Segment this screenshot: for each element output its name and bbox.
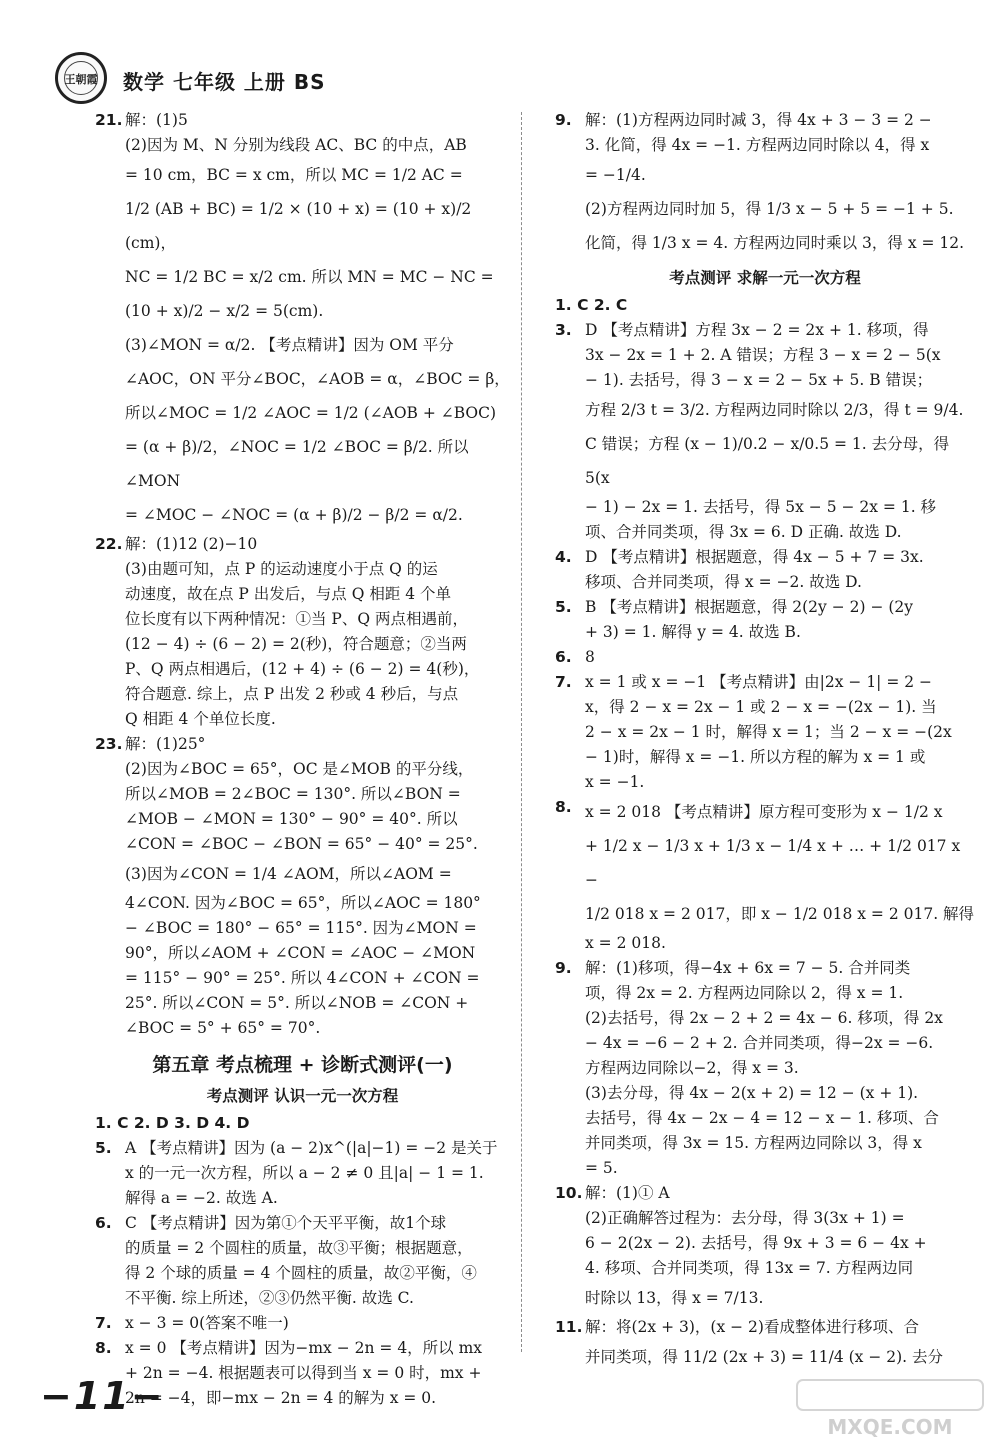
answer-line: ∠BOC = 5° + 65° = 70°. [125, 1019, 321, 1037]
question-number: 8. [95, 1339, 112, 1357]
answer-line: ∠AOC，ON 平分∠BOC，∠AOB = α，∠BOC = β， [125, 370, 510, 388]
answer-line: NC = 1/2 BC = x/2 cm. 所以 MN = MC − NC = [125, 268, 494, 286]
answer-line: 并同类项，得 3x = 15. 方程两边同除以 3，得 x [585, 1134, 922, 1152]
answer-line: 方程两边同除以−2，得 x = 3. [585, 1059, 799, 1077]
answer-line: (3)因为∠CON = 1/4 ∠AOM，所以∠AOM = [125, 865, 452, 883]
answer-line: D 【考点精讲】方程 3x − 2 = 2x + 1. 移项，得 [585, 321, 929, 339]
answer-line: 的质量 = 2 个圆柱的质量，故③平衡；根据题意， [125, 1239, 473, 1257]
answer-line: ∠CON = ∠BOC − ∠BON = 65° − 40° = 25°. [125, 835, 478, 853]
answer-row-1-2: 1. C 2. C [555, 296, 628, 314]
answer-6 [555, 645, 975, 670]
question-number: 6. [555, 648, 572, 666]
brand-logo [55, 52, 107, 104]
watermark-logo [795, 1378, 985, 1440]
question-number: 9. [555, 959, 572, 977]
answer-line: C 错误；方程 (x − 1)/0.2 − x/0.5 = 1. 去分母，得 5(x [585, 435, 950, 487]
answer-6 [95, 1211, 510, 1311]
answer-line: 去括号，得 4x − 2x − 4 = 12 − x − 1. 移项、合 [585, 1109, 939, 1127]
question-number: 10. [555, 1184, 583, 1202]
answer-line: 8 [585, 648, 595, 666]
book-title: 数学 七年级 上册 BS [123, 70, 326, 94]
answer-line: C 【考点精讲】因为第①个天平平衡，故1个球 [125, 1214, 447, 1232]
answer-line: = (α + β)/2，∠NOC = 1/2 ∠BOC = β/2. 所以∠MON [125, 438, 469, 490]
answer-line: (2)方程两边同时加 5，得 1/3 x − 5 + 5 = −1 + 5. [585, 200, 954, 218]
answer-line: 解：(1)方程两边同时减 3，得 4x + 3 − 3 = 2 − [585, 111, 932, 129]
answer-line: 所以∠MOB = 2∠BOC = 130°. 所以∠BON = [125, 785, 461, 803]
answer-line: (2)因为∠BOC = 65°，OC 是∠MOB 的平分线， [125, 760, 474, 778]
section-title: 考点测评 认识一元一次方程 [206, 1087, 399, 1105]
answer-line: (2)正确解答过程为：去分母，得 3(3x + 1) = [585, 1209, 905, 1227]
answer-line: 90°，所以∠AOM + ∠CON = ∠AOC − ∠MON [125, 944, 476, 962]
answer-line: (10 + x)/2 − x/2 = 5(cm). [125, 302, 324, 320]
answer-line: 1/2 (AB + BC) = 1/2 × (10 + x) = (10 + x)/2 (cm)， [125, 200, 472, 252]
answer-line: 得 2 个球的质量 = 4 个圆柱的质量，故②平衡，④ [125, 1264, 477, 1282]
answer-line: x − 3 = 0(答案不唯一) [125, 1314, 289, 1332]
question-number: 9. [555, 111, 572, 129]
page-number: −11− [40, 1374, 165, 1418]
answer-line: = ∠MOC − ∠NOC = (α + β)/2 − β/2 = α/2. [125, 506, 463, 524]
answer-line: x 的一元一次方程，所以 a − 2 ≠ 0 且|a| − 1 = 1. [125, 1164, 484, 1182]
question-number: 3. [555, 321, 572, 339]
answer-line: x = 0 【考点精讲】因为−mx − 2n = 4，所以 mx [125, 1339, 483, 1357]
answer-line: 4. 移项、合并同类项，得 13x = 7. 方程两边同 [585, 1259, 914, 1277]
answer-8 [555, 795, 975, 956]
answer-line: 化简，得 1/3 x = 4. 方程两边同时乘以 3，得 x = 12. [585, 234, 965, 252]
answer-line: 2n = −4，即−mx − 2n = 4 的解为 x = 0. [125, 1389, 437, 1407]
answer-line: − ∠BOC = 180° − 65° = 115°. 因为∠MON = [125, 919, 477, 937]
answer-line: = 5. [585, 1159, 618, 1177]
answer-line: 移项、合并同类项，得 x = −2. 故选 D. [585, 573, 862, 591]
answer-line: B 【考点精讲】根据题意，得 2(2y − 2) − (2y [585, 598, 914, 616]
answer-22 [95, 532, 510, 732]
logo-text: 王朝霞 [64, 73, 98, 86]
chapter-title: 第五章 考点梳理 + 诊断式测评(一) [152, 1054, 453, 1076]
answer-line: − 4x = −6 − 2 + 2. 合并同类项，得−2x = −6. [585, 1034, 934, 1052]
answer-10 [555, 1181, 975, 1315]
answer-line: D 【考点精讲】根据题意，得 4x − 5 + 7 = 3x. [585, 548, 924, 566]
page-header [55, 52, 455, 108]
answer-line: (3)由题可知，点 P 的运动速度小于点 Q 的运 [125, 560, 438, 578]
answer-line: = −1/4. [585, 166, 646, 184]
watermark-text: MXQE.COM [827, 1415, 953, 1439]
answer-line: x = −1. [585, 773, 645, 791]
answer-line: 所以∠MOC = 1/2 ∠AOC = 1/2 (∠AOB + ∠BOC) [125, 404, 497, 422]
column-divider [521, 112, 522, 1352]
answer-line: 解：将(2x + 3)，(x − 2)看成整体进行移项、合 [585, 1318, 919, 1336]
answer-line: + 1/2 x − 1/3 x + 1/3 x − 1/4 x + … + 1/2 017 x − [585, 837, 961, 889]
answer-line: = 10 cm，BC = x cm，所以 MC = 1/2 AC = [125, 166, 463, 184]
question-number: 4. [555, 548, 572, 566]
answer-line: 解：(1)12 (2)−10 [125, 535, 258, 553]
answer-line: 并同类项，得 11/2 (2x + 3) = 11/4 (x − 2). 去分 [585, 1348, 944, 1366]
answer-3 [555, 318, 975, 545]
answer-line: x = 1 或 x = −1 【考点精讲】由|2x − 1| = 2 − [585, 673, 933, 691]
answer-line: − 1). 去括号，得 3 − x = 2 − 5x + 5. B 错误； [585, 371, 933, 389]
answer-line: 不平衡. 综上所述，②③仍然平衡. 故选 C. [125, 1289, 414, 1307]
answer-line: = 115° − 90° = 25°. 所以 4∠CON + ∠CON = [125, 969, 480, 987]
question-number: 11. [555, 1318, 583, 1336]
answer-line: (3)∠MON = α/2. 【考点精讲】因为 OM 平分 [125, 336, 454, 354]
answer-7 [555, 670, 975, 795]
answer-4 [555, 545, 975, 595]
answer-line: (2)去括号，得 2x − 2 + 2 = 4x − 6. 移项，得 2x [585, 1009, 943, 1027]
question-number: 7. [555, 673, 572, 691]
answer-line: − 1) − 2x = 1. 去括号，得 5x − 5 − 2x = 1. 移 [585, 498, 937, 516]
question-number: 7. [95, 1314, 112, 1332]
answer-line: 4∠CON. 因为∠BOC = 65°，所以∠AOC = 180° [125, 894, 481, 912]
question-number: 8. [555, 798, 572, 816]
question-number: 5. [555, 598, 572, 616]
answer-line: 解：(1)25° [125, 735, 206, 753]
answer-line: (12 − 4) ÷ (6 − 2) = 2(秒)，符合题意；②当两 [125, 635, 467, 653]
answer-line: 解得 a = −2. 故选 A. [125, 1189, 278, 1207]
answer-line: 符合题意. 综上，点 P 出发 2 秒或 4 秒后，与点 [125, 685, 459, 703]
answer-line: (3)去分母，得 4x − 2(x + 2) = 12 − (x + 1). [585, 1084, 919, 1102]
answer-line: + 2n = −4. 根据题表可以得到当 x = 0 时，mx + [125, 1364, 482, 1382]
answer-line: 解：(1)① A [585, 1184, 670, 1202]
answer-line: (2)因为 M、N 分别为线段 AC、BC 的中点，AB [125, 136, 467, 154]
left-column [95, 108, 510, 1411]
answer-line: x，得 2 − x = 2x − 1 或 2 − x = −(2x − 1). 当 [585, 698, 937, 716]
answer-line: 方程 2/3 t = 3/2. 方程两边同时除以 2/3，得 t = 9/4. [585, 401, 964, 419]
answer-line: 1/2 018 x = 2 017，即 x − 1/2 018 x = 2 017. 解得 [585, 905, 975, 923]
question-number: 23. [95, 735, 123, 753]
answer-line: + 3) = 1. 解得 y = 4. 故选 B. [585, 623, 801, 641]
answer-line: 6 − 2(2x − 2). 去括号，得 9x + 3 = 6 − 4x + [585, 1234, 927, 1252]
answer-9-part-a [555, 108, 975, 260]
answer-line: 动速度，故在点 P 出发后，与点 Q 相距 4 个单 [125, 585, 452, 603]
answer-line: 25°. 所以∠CON = 5°. 所以∠NOB = ∠CON + [125, 994, 469, 1012]
answer-line: ∠MOB − ∠MON = 130° − 90° = 40°. 所以 [125, 810, 458, 828]
answer-23 [95, 732, 510, 1041]
answer-5 [555, 595, 975, 645]
question-number: 5. [95, 1139, 112, 1157]
answer-line: 解：(1)移项，得−4x + 6x = 7 − 5. 合并同类 [585, 959, 911, 977]
answer-line: x = 2 018 【考点精讲】原方程可变形为 x − 1/2 x [585, 803, 943, 821]
answer-line: 项、合并同类项，得 3x = 6. D 正确. 故选 D. [585, 523, 902, 541]
answer-line: 项，得 2x = 2. 方程两边同除以 2，得 x = 1. [585, 984, 904, 1002]
answer-5 [95, 1136, 510, 1211]
answer-line: P、Q 两点相遇后，(12 + 4) ÷ (6 − 2) = 4(秒)， [125, 660, 480, 678]
answer-line: 解：(1)5 [125, 111, 188, 129]
answer-line: − 1)时，解得 x = −1. 所以方程的解为 x = 1 或 [585, 748, 926, 766]
question-number: 22. [95, 535, 123, 553]
answer-line: 3x − 2x = 1 + 2. A 错误；方程 3 − x = 2 − 5(x [585, 346, 941, 364]
question-number: 21. [95, 111, 123, 129]
answer-21 [95, 108, 510, 532]
answer-line: 时除以 13，得 x = 7/13. [585, 1289, 764, 1307]
answer-9-part-b [555, 956, 975, 1181]
answer-line: A 【考点精讲】因为 (a − 2)x^(|a|−1) = −2 是关于 [125, 1139, 498, 1157]
answer-row-1-4: 1. C 2. D 3. D 4. D [95, 1114, 250, 1132]
answer-11 [555, 1315, 975, 1374]
answer-line: 2 − x = 2x − 1 时，解得 x = 1；当 2 − x = −(2x [585, 723, 952, 741]
answer-line: Q 相距 4 个单位长度. [125, 710, 276, 728]
section-title: 考点测评 求解一元一次方程 [669, 269, 861, 287]
answer-line: x = 2 018. [585, 934, 666, 952]
answer-line: 3. 化简，得 4x = −1. 方程两边同时除以 4，得 x [585, 136, 930, 154]
right-column [555, 108, 975, 1374]
answer-line: 位长度有以下两种情况：①当 P、Q 两点相遇前， [125, 610, 468, 628]
question-number: 6. [95, 1214, 112, 1232]
answer-7 [95, 1311, 510, 1336]
